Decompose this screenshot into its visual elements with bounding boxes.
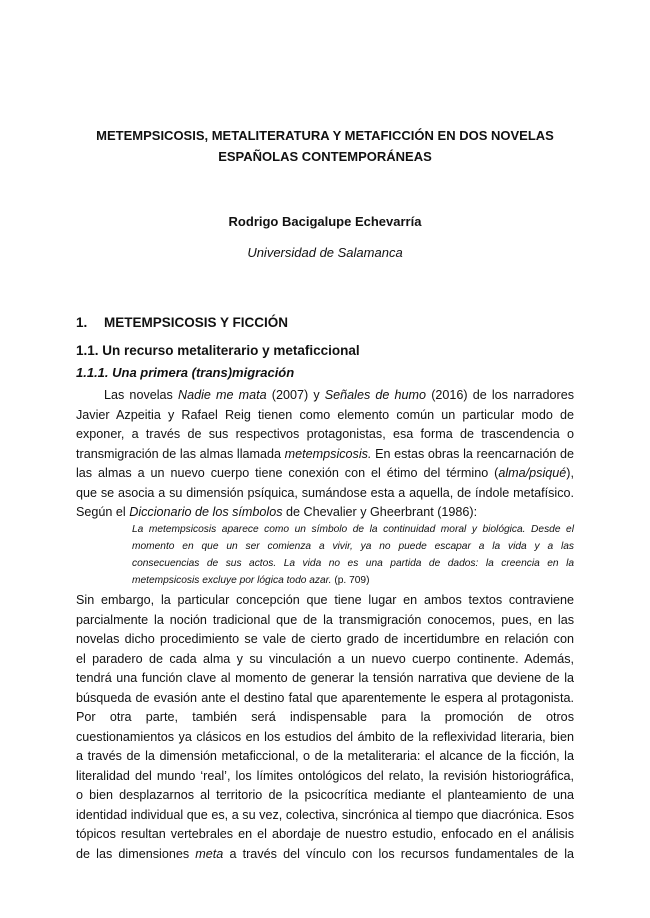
text-line: que se asocia a su dimensión psíquica, sumándose esta a aquella, de índole metafísico.	[76, 485, 574, 500]
text-line: de las dimensiones meta a través del vínculo con los recursos fundamentales de la	[76, 846, 575, 861]
section-number: 1.	[76, 315, 88, 330]
paper-title	[76, 125, 574, 167]
quote-line: momento en que un ser comienza a vivir, ya no puede escapar a la vida y a las	[132, 541, 574, 552]
section-title: METEMPSICOSIS Y FICCIÓN	[104, 315, 289, 330]
body-paragraph-1	[76, 386, 574, 523]
quote-line: La metempsicosis aparece como un símbolo de la continuidad moral y biológica. Desde el	[132, 524, 574, 535]
text-line: las almas a un nuevo cuerpo tiene conexión con el étimo del término (alma/psiqué),	[76, 466, 574, 480]
text-line: tendrá una función clave al momento de generar la tensión narrativa que deviene de la	[76, 671, 574, 685]
text-line: el paradero de cada alma y su vinculación a un nuevo cuerpo continente. Además,	[76, 651, 574, 666]
quote-page-ref: (p. 709)	[331, 575, 370, 586]
text-line: tópicos resultan vertebrales en el abordaje de nuestro estudio, enfocado en el análisis	[76, 827, 574, 841]
block-quote	[132, 521, 574, 589]
quote-line: metempsicosis excluye por lógica todo azar. (p. 709)	[132, 575, 370, 586]
text-line: cuestionamientos ya clásicos en los estudios del ámbito de la reflexividad literaria, bien	[76, 729, 574, 744]
text-line: exponer, a través de sus respectivos protagonistas, esa forma de trascendencia o	[76, 427, 574, 441]
body-paragraph-2	[76, 591, 574, 864]
text-line: a través de la dimensión metaficcional, o de la metaliteraria: el alcance de la ficción, la	[76, 749, 574, 763]
text-line: parcialmente la noción tradicional que de la transmigración conocemos, pues, en las	[76, 612, 574, 627]
title-line-2: ESPAÑOLAS CONTEMPORÁNEAS	[218, 149, 432, 164]
subsection-heading: 1.1. Un recurso metaliterario y metaficcional	[76, 343, 360, 358]
author-affiliation: Universidad de Salamanca	[247, 245, 403, 260]
text-line: Sin embargo, la particular concepción que tiene lugar en ambos textos contraviene	[76, 593, 574, 607]
subsubsection-heading: 1.1.1. Una primera (trans)migración	[76, 365, 295, 380]
quote-line: consecuencias de sus actos. La vida no es una partida de dados: la creencia en la	[132, 558, 574, 569]
text-line: Por otra parte, también será indispensable para la promoción de otros	[76, 710, 574, 724]
text-line: Según el Diccionario de los símbolos de Chevalier y Gheerbrant (1986):	[76, 505, 478, 519]
text-line: búsqueda de evasión ante el destino fatal que aparentemente le espera al protagonista.	[76, 690, 574, 705]
text-line: Las novelas Nadie me mata (2007) y Señales de humo (2016) de los narradores	[104, 388, 575, 402]
text-line: literalidad del mundo ‘real’, los límites ontológicos del relato, la revisión historiográfica,	[76, 768, 574, 783]
title-line-1: METEMPSICOSIS, METALITERATURA Y METAFICCIÓN EN DOS NOVELAS	[96, 128, 554, 143]
author-name: Rodrigo Bacigalupe Echevarría	[228, 214, 422, 229]
text-line: transmigración de las almas llamada metempsicosis. En estas obras la reencarnación de	[76, 446, 575, 461]
section-heading	[76, 315, 288, 330]
text-line: novelas dicho procedimiento se vale de cierto grado de incertidumbre en relación con	[76, 632, 574, 646]
text-line: identidad individual que es, a su vez, colectiva, sincrónica al tiempo que diacrónica. Esos	[76, 807, 574, 822]
text-line: o bien desplazarnos al territorio de la psicocrítica mediante el planteamiento de una	[76, 788, 574, 802]
text-line: Javier Azpeitia y Rafael Reig tienen como elemento común un particular modo de	[76, 407, 574, 422]
